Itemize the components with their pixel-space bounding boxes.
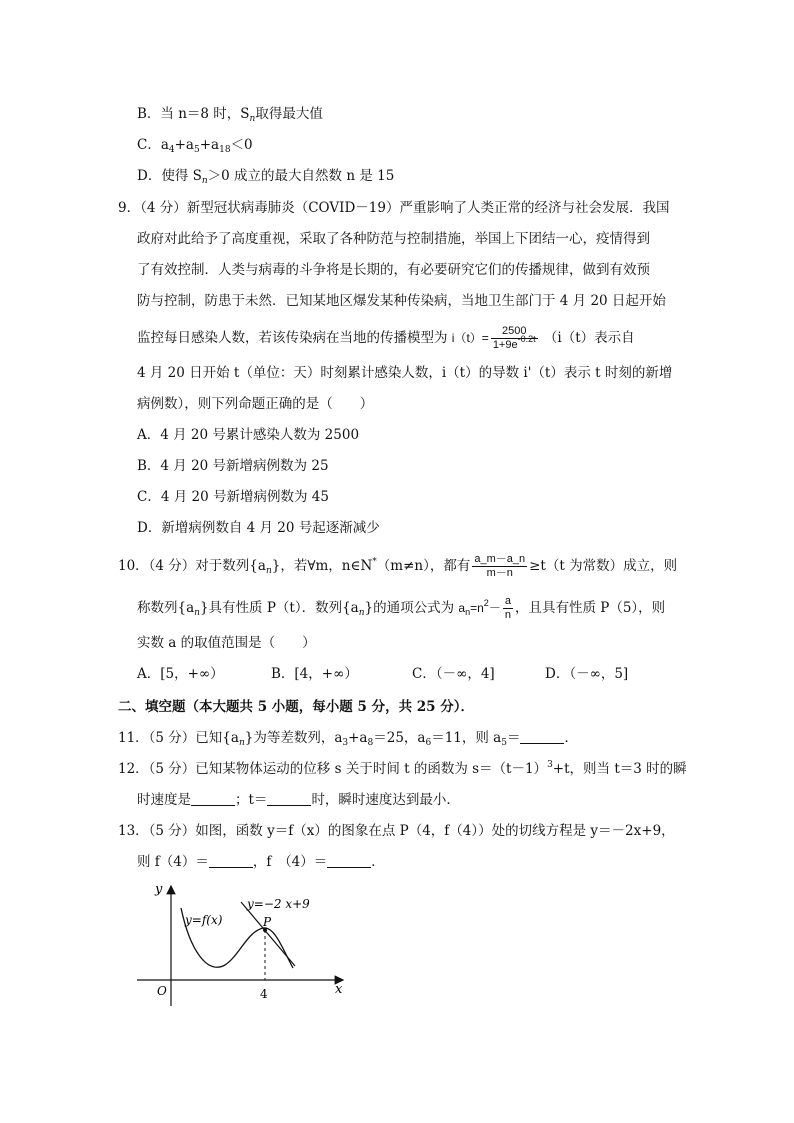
q12-answer-blank-2[interactable] (267, 791, 311, 806)
q9-line-7: 病例数），则下列命题正确的是（ ） (137, 396, 374, 412)
q11-line: 11．（5 分）已知$\{a_n\}$为等差数列，$a_3+a_8=25$，$a_6=11$，则 $a_5=$ ． (118, 730, 578, 748)
section-2-heading: 二、填空题（本大题共 5 小题，每小题 5 分，共 25 分）． (118, 699, 475, 715)
q10-line-2: 称数列$\{a_n\}$具有性质 P（t）．数列$\{a_n\}$的通项公式为 $a_n=n^2-$ $\frac{a}{n}$ ，且具有性质 P（5），则 (137, 595, 666, 622)
q11-answer-blank[interactable] (520, 729, 564, 744)
q9-option-c: C．4 月 20 号新增病例数为 45 (137, 489, 329, 505)
q9-line-6: 4 月 20 日开始 t（单位：天）时刻累计感染人数，i（t）的导数 i'（t）表示 t 时刻的新增 (137, 365, 673, 381)
q13-line-1: 13．（5 分）如图，函数 y＝f（x）的图象在点 P（4，f（4））处的切线方程是 y＝－2x+9， (118, 823, 675, 839)
q9-line-5: 监控每日感染人数，若该传染病在当地的传播模型为 i（t）= $\frac{2500}{1+9e^{-0.2t}}$ （i（t）表示自 (137, 325, 635, 351)
q10-option-b: B．[4，+∞） (271, 666, 358, 682)
x-axis-label: x (335, 982, 343, 997)
q12-answer-blank-1[interactable] (191, 791, 235, 806)
q13-answer-blank-2[interactable] (327, 853, 371, 868)
q13-line-2: 则 f（4）＝ ，f （4）＝ ． (137, 854, 385, 870)
tick-four-label: 4 (260, 987, 268, 1001)
q10-option-c: C．（－∞，4] (412, 666, 495, 682)
function-label: y=f(x) (185, 913, 223, 927)
q9-line-4: 防与控制，防患于未然．已知某地区爆发某种传染病，当地卫生部门于 4 月 20 日起开始 (137, 293, 666, 309)
q10-option-a: A．[5，+∞） (137, 666, 224, 682)
point-p-label: P (263, 915, 272, 929)
q9-line-2: 政府对此给予了高度重视，采取了各种防范与控制措施，举国上下团结一心，疫情得到 (137, 231, 650, 247)
q10-general-term-formula: $a_n=n^2-$ $\frac{a}{n}$ (458, 595, 511, 622)
q9-option-b: B．4 月 20 号新增病例数为 25 (137, 458, 329, 474)
tangent-line (241, 902, 295, 966)
q13-function-graph (135, 880, 355, 1010)
q13-answer-blank-1[interactable] (209, 853, 253, 868)
q8-option-c: C．$a_4+a_5+a_{18}<0$ (137, 137, 253, 155)
q8-option-b: B．当 n＝8 时，$S_n$取得最大值 (137, 106, 323, 124)
q12-line-1: 12．（5 分）已知某物体运动的位移 s 关于时间 t 的函数为 $s=(t-1)^3+t$，则当 t＝3 时的瞬 (118, 760, 687, 777)
q10-option-d: D．（－∞，5] (545, 666, 629, 682)
y-axis-label: y (155, 882, 163, 897)
q9-option-a: A．4 月 20 号累计感染人数为 2500 (137, 427, 360, 443)
q10-line-1: 10．（4 分）对于数列$\{a_n\}$，若∀m，n∈N*（m≠n），都有 $\frac{a\_m-a\_n}{m-n}$ ≥t（t 为常数）成立，则 (118, 553, 678, 579)
origin-label: O (157, 984, 167, 998)
q10-line-3: 实数 a 的取值范围是（ ） (137, 635, 316, 651)
q8-option-d: D．使得 $S_n>0$ 成立的最大自然数 n 是 15 (137, 168, 395, 186)
q10-difference-quotient: $\frac{a\_m-a\_n}{m-n}$ (474, 553, 526, 579)
q9-formula-lhs: i（t）= (451, 331, 489, 345)
q12-line-2: 时速度是 ；t＝ 时，瞬时速度达到最小． (137, 792, 460, 808)
q9-line-1: 9．（4 分）新型冠状病毒肺炎（COVID－19）严重影响了人类正常的经济与社会发展．我国 (118, 200, 670, 216)
q9-formula-fraction: $\frac{2500}{1+9e^{-0.2t}}$ (492, 325, 536, 351)
q9-option-d: D．新增病例数自 4 月 20 号起逐渐减少 (137, 520, 380, 536)
q9-line-3: 了有效控制．人类与病毒的斗争将是长期的，有必要研究它们的传播规律，做到有效预 (137, 262, 650, 278)
tangent-label: y=−2 x+9 (247, 897, 310, 911)
